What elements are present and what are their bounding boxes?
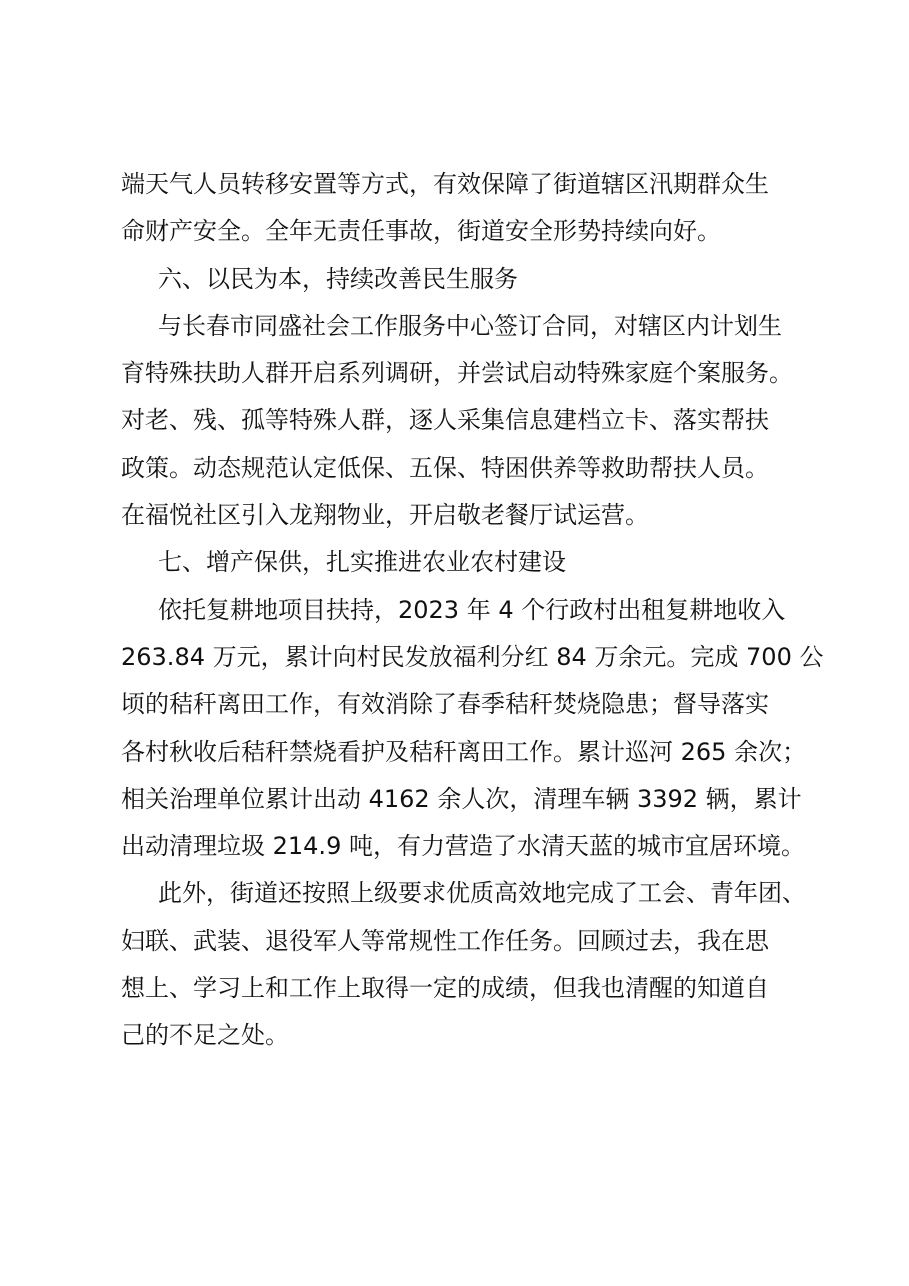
text-line: 政策。动态规范认定低保、五保、特困供养等救助帮扶人员。 — [121, 453, 769, 482]
text-line: 妇联、武装、退役军人等常规性工作任务。回顾过去，我在思 — [121, 926, 769, 955]
text-line: 与长春市同盛社会工作服务中心签订合同，对辖区内计划生 — [158, 311, 782, 340]
document-body — [121, 161, 824, 1060]
text-line: 育特殊扶助人群开启系列调研，并尝试启动特殊家庭个案服务。 — [121, 359, 793, 388]
text-line: 此外，街道还按照上级要求优质高效地完成了工会、青年团、 — [158, 879, 806, 908]
text-line: 出动清理垃圾 214.9 吨，有力营造了水清天蓝的城市宜居环境。 — [121, 832, 805, 861]
text-line: 相关治理单位累计出动 4162 余人次，清理车辆 3392 辆，累计 — [121, 784, 802, 813]
text-line: 想上、学习上和工作上取得一定的成绩，但我也清醒的知道自 — [121, 974, 769, 1003]
text-line: 己的不足之处。 — [121, 1021, 289, 1050]
text-line: 263.84 万元，累计向村民发放福利分红 84 万余元。完成 700 公 — [121, 642, 824, 671]
section-heading: 六、以民为本，持续改善民生服务 — [158, 264, 518, 293]
text-line: 各村秋收后秸秆禁烧看护及秸秆离田工作。累计巡河 265 余次； — [121, 737, 807, 766]
text-line: 在福悦社区引入龙翔物业，开启敬老餐厅试运营。 — [121, 501, 649, 530]
text-line: 顷的秸秆离田工作，有效消除了春季秸秆焚烧隐患；督导落实 — [121, 690, 769, 719]
text-line: 依托复耕地项目扶持，2023 年 4 个行政村出租复耕地收入 — [158, 595, 786, 624]
text-line: 命财产安全。全年无责任事故，街道安全形势持续向好。 — [121, 217, 721, 246]
text-line: 对老、残、孤等特殊人群，逐人采集信息建档立卡、落实帮扶 — [121, 406, 769, 435]
section-heading: 七、增产保供，扎实推进农业农村建设 — [158, 548, 566, 577]
text-line: 端天气人员转移安置等方式，有效保障了街道辖区汛期群众生 — [121, 170, 769, 198]
